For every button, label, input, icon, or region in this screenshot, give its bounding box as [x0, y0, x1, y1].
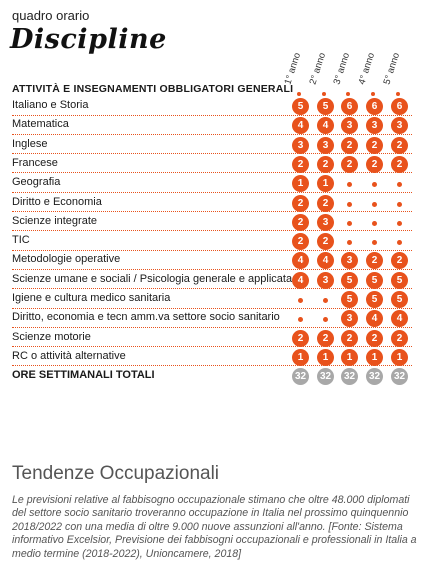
hours-cell	[363, 232, 387, 251]
total-row	[0, 367, 430, 386]
hours-cell	[363, 213, 387, 232]
subject-label: Matematica	[12, 118, 69, 131]
hours-badge: 2	[317, 156, 334, 173]
hours-cell	[314, 97, 338, 116]
year-label: 1° anno	[282, 51, 304, 86]
hours-badge: 2	[317, 195, 334, 212]
hours-badge: 3	[391, 117, 408, 134]
no-hours-dot	[347, 221, 352, 226]
hours-cell	[388, 251, 412, 270]
header-kicker: quadro orario	[12, 8, 90, 23]
hours-cell	[289, 251, 313, 270]
year-marker-dot	[346, 92, 350, 96]
table-row	[0, 309, 430, 328]
hours-cell	[314, 309, 338, 328]
total-label: ORE SETTIMANALI TOTALI	[12, 369, 155, 382]
hours-badge: 2	[391, 156, 408, 173]
hours-cell	[314, 290, 338, 309]
total-hours-badge: 32	[341, 368, 358, 385]
table-row	[0, 194, 430, 213]
hours-cell	[363, 174, 387, 193]
hours-badge: 4	[292, 252, 309, 269]
year-label: 4° anno	[356, 51, 378, 86]
hours-cell	[338, 194, 362, 213]
table-row	[0, 251, 430, 270]
employment-text: Le previsioni relative al fabbisogno occupazionale stimano che oltre 48.000 diplomati del settore socio sanitario troveranno occupazione in Italia nel prossimo quinquennio 2018/2022 con una media di oltre 9.000 nuove assunzioni all'anno. [Fonte: Sistema informativo Excelsior, Previsione dei fabbisogni occupazionali e professionali in Italia a medio termine (2018-2022), Unioncamere, 2018]	[12, 494, 417, 560]
hours-badge: 2	[317, 330, 334, 347]
hours-badge: 2	[341, 156, 358, 173]
no-hours-dot	[323, 317, 328, 322]
year-marker-dot	[297, 92, 301, 96]
table-row	[0, 116, 430, 135]
hours-badge: 2	[292, 214, 309, 231]
hours-cell	[338, 155, 362, 174]
year-header-5	[381, 26, 414, 86]
hours-badge: 1	[341, 349, 358, 366]
hours-cell	[363, 367, 387, 386]
table-row	[0, 136, 430, 155]
hours-badge: 2	[292, 195, 309, 212]
hours-badge: 1	[292, 175, 309, 192]
hours-badge: 2	[391, 137, 408, 154]
hours-cell	[314, 251, 338, 270]
total-hours-badge: 32	[366, 368, 383, 385]
hours-badge: 3	[341, 252, 358, 269]
hours-badge: 3	[317, 137, 334, 154]
hours-cell	[289, 309, 313, 328]
hours-badge: 6	[341, 98, 358, 115]
hours-badge: 5	[317, 98, 334, 115]
table-row	[0, 290, 430, 309]
year-marker-dot	[371, 92, 375, 96]
table-row	[0, 271, 430, 290]
table-row	[0, 155, 430, 174]
hours-badge: 5	[292, 98, 309, 115]
subject-label: Igiene e cultura medico sanitaria	[12, 292, 171, 304]
hours-badge: 1	[292, 349, 309, 366]
subject-label: Scienze integrate	[12, 214, 97, 227]
hours-cell	[363, 155, 387, 174]
total-hours-badge: 32	[317, 368, 334, 385]
hours-badge: 2	[366, 156, 383, 173]
subject-label: Italiano e Storia	[12, 99, 89, 111]
year-label: 2° anno	[307, 51, 329, 86]
hours-cell	[388, 136, 412, 155]
hours-cell	[388, 194, 412, 213]
no-hours-dot	[347, 182, 352, 187]
no-hours-dot	[397, 182, 402, 187]
hours-badge: 4	[292, 272, 309, 289]
hours-cell	[314, 155, 338, 174]
section-title: ATTIVITÀ E INSEGNAMENTI OBBLIGATORI GENERALI	[12, 83, 294, 95]
hours-cell	[388, 367, 412, 386]
hours-cell	[338, 309, 362, 328]
no-hours-dot	[347, 240, 352, 245]
hours-cell	[338, 116, 362, 135]
hours-badge: 2	[292, 330, 309, 347]
hours-badge: 6	[366, 98, 383, 115]
hours-cell	[314, 116, 338, 135]
hours-badge: 5	[391, 291, 408, 308]
subject-label: Diritto, economia e tecn amm.va settore socio sanitario	[12, 311, 280, 324]
subject-label: Scienze motorie	[12, 330, 91, 343]
subject-label: Metodologie operative	[12, 253, 121, 266]
hours-cell	[388, 232, 412, 251]
year-label: 3° anno	[331, 51, 353, 86]
hours-cell	[338, 348, 362, 367]
hours-badge: 2	[366, 330, 383, 347]
hours-cell	[388, 116, 412, 135]
hours-badge: 2	[366, 252, 383, 269]
no-hours-dot	[347, 202, 352, 207]
hours-cell	[338, 290, 362, 309]
hours-cell	[314, 174, 338, 193]
hours-badge: 3	[317, 214, 334, 231]
hours-cell	[338, 213, 362, 232]
hours-cell	[388, 213, 412, 232]
no-hours-dot	[372, 240, 377, 245]
hours-badge: 3	[317, 272, 334, 289]
hours-badge: 2	[341, 330, 358, 347]
hours-cell	[338, 367, 362, 386]
hours-cell	[363, 136, 387, 155]
no-hours-dot	[397, 240, 402, 245]
hours-badge: 5	[366, 272, 383, 289]
no-hours-dot	[323, 298, 328, 303]
hours-cell	[338, 329, 362, 348]
hours-cell	[363, 194, 387, 213]
hours-badge: 2	[317, 233, 334, 250]
hours-badge: 3	[341, 117, 358, 134]
hours-cell	[314, 348, 338, 367]
hours-cell	[314, 194, 338, 213]
hours-badge: 4	[292, 117, 309, 134]
hours-cell	[388, 309, 412, 328]
hours-cell	[363, 116, 387, 135]
hours-badge: 1	[366, 349, 383, 366]
hours-cell	[363, 329, 387, 348]
hours-cell	[363, 309, 387, 328]
hours-badge: 4	[317, 117, 334, 134]
hours-badge: 1	[391, 349, 408, 366]
table-row	[0, 213, 430, 232]
employment-title: Tendenze Occupazionali	[12, 463, 220, 484]
hours-cell	[388, 348, 412, 367]
year-marker-dot	[396, 92, 400, 96]
subject-label: Scienze umane e sociali / Psicologia generale e applicata	[12, 272, 293, 285]
hours-cell	[338, 174, 362, 193]
hours-cell	[338, 97, 362, 116]
page-title: Discipline	[10, 24, 167, 55]
hours-cell	[363, 97, 387, 116]
year-marker-dot	[322, 92, 326, 96]
hours-cell	[338, 271, 362, 290]
hours-cell	[289, 213, 313, 232]
hours-badge: 5	[341, 272, 358, 289]
table-row	[0, 97, 430, 116]
total-hours-badge: 32	[292, 368, 309, 385]
hours-cell	[363, 290, 387, 309]
hours-cell	[314, 232, 338, 251]
hours-cell	[289, 329, 313, 348]
table-row	[0, 348, 430, 367]
hours-cell	[388, 329, 412, 348]
table-row	[0, 174, 430, 193]
subject-label: Francese	[12, 156, 58, 169]
hours-cell	[388, 174, 412, 193]
hours-badge: 2	[391, 330, 408, 347]
hours-cell	[314, 271, 338, 290]
subject-label: Diritto e Economia	[12, 195, 102, 208]
no-hours-dot	[372, 182, 377, 187]
hours-badge: 3	[366, 117, 383, 134]
hours-badge: 1	[317, 349, 334, 366]
hours-cell	[314, 136, 338, 155]
hours-badge: 5	[341, 291, 358, 308]
subject-label: TIC	[12, 234, 30, 247]
hours-badge: 3	[292, 137, 309, 154]
hours-cell	[289, 367, 313, 386]
subject-label: Geografia	[12, 176, 61, 189]
hours-cell	[388, 271, 412, 290]
no-hours-dot	[397, 202, 402, 207]
hours-cell	[289, 290, 313, 309]
hours-cell	[338, 136, 362, 155]
hours-badge: 4	[317, 252, 334, 269]
hours-badge: 1	[317, 175, 334, 192]
no-hours-dot	[372, 221, 377, 226]
no-hours-dot	[397, 221, 402, 226]
hours-badge: 4	[366, 310, 383, 327]
hours-cell	[289, 116, 313, 135]
subject-label: RC o attività alternative	[12, 349, 126, 362]
hours-cell	[338, 251, 362, 270]
hours-badge: 4	[391, 310, 408, 327]
hours-cell	[289, 271, 313, 290]
hours-badge: 3	[341, 310, 358, 327]
hours-badge: 5	[391, 272, 408, 289]
hours-cell	[338, 232, 362, 251]
no-hours-dot	[298, 317, 303, 322]
hours-cell	[363, 251, 387, 270]
total-hours-badge: 32	[391, 368, 408, 385]
table-row	[0, 329, 430, 348]
hours-badge: 2	[341, 137, 358, 154]
hours-cell	[314, 213, 338, 232]
hours-badge: 2	[292, 233, 309, 250]
hours-cell	[363, 271, 387, 290]
hours-cell	[289, 232, 313, 251]
hours-cell	[388, 97, 412, 116]
hours-cell	[289, 97, 313, 116]
hours-cell	[388, 155, 412, 174]
hours-badge: 2	[292, 156, 309, 173]
hours-cell	[314, 329, 338, 348]
year-label: 5° anno	[381, 51, 403, 86]
hours-cell	[363, 348, 387, 367]
table-row	[0, 232, 430, 251]
hours-cell	[289, 136, 313, 155]
hours-badge: 6	[391, 98, 408, 115]
subject-label: Inglese	[12, 137, 48, 150]
hours-cell	[289, 194, 313, 213]
hours-cell	[289, 155, 313, 174]
hours-badge: 5	[366, 291, 383, 308]
hours-badge: 2	[391, 252, 408, 269]
no-hours-dot	[372, 202, 377, 207]
hours-cell	[314, 367, 338, 386]
hours-cell	[289, 348, 313, 367]
hours-cell	[388, 290, 412, 309]
no-hours-dot	[298, 298, 303, 303]
hours-cell	[289, 174, 313, 193]
hours-badge: 2	[366, 137, 383, 154]
